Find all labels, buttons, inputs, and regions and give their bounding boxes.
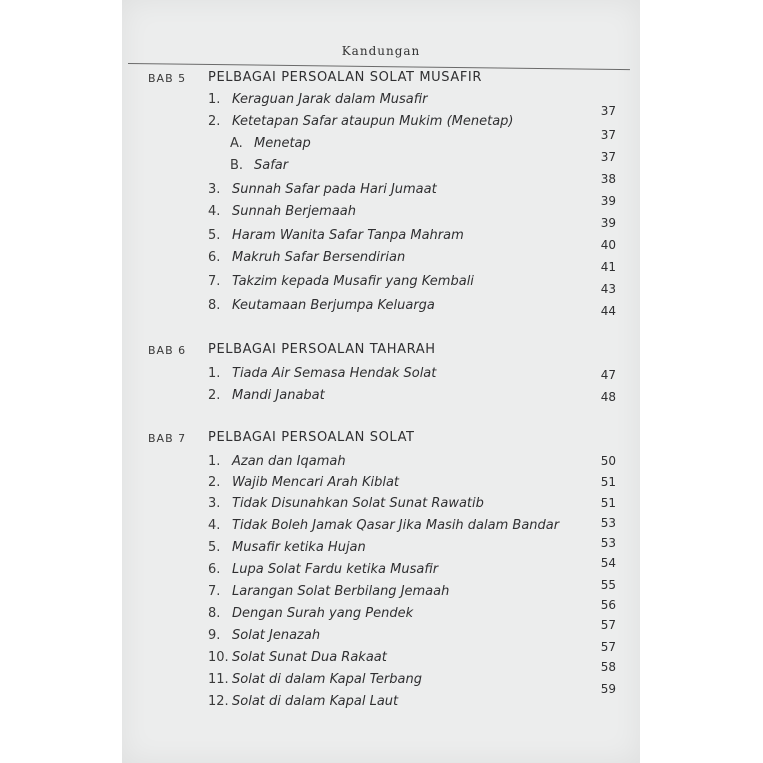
entry-number: 11. bbox=[208, 672, 229, 687]
toc-entry[interactable] bbox=[122, 598, 640, 626]
entry-page: 55 bbox=[600, 578, 616, 592]
entry-title: Sunnah Berjemaah bbox=[232, 204, 357, 219]
toc-entry[interactable] bbox=[122, 618, 640, 648]
entry-page: 40 bbox=[600, 238, 616, 252]
toc-entry[interactable] bbox=[122, 518, 640, 538]
entry-page: 53 bbox=[600, 536, 616, 550]
chapter-title: PELBAGAI PERSOALAN SOLAT bbox=[208, 430, 415, 445]
entry-title: Ketetapan Safar ataupun Mukim (Menetap) bbox=[232, 114, 514, 129]
entry-title: Solat di dalam Kapal Laut bbox=[232, 694, 399, 709]
chapter-bab-7 bbox=[122, 430, 640, 709]
toc-entry[interactable] bbox=[122, 640, 640, 670]
book-page bbox=[122, 0, 640, 763]
toc-entry[interactable] bbox=[122, 496, 640, 516]
toc-subentry[interactable] bbox=[122, 158, 640, 186]
toc-entry[interactable] bbox=[122, 660, 640, 692]
entry-title: Makruh Safar Bersendirian bbox=[232, 250, 406, 265]
toc-entry[interactable] bbox=[122, 298, 640, 318]
page-header: Kandungan bbox=[341, 44, 421, 58]
chapter-bab-6 bbox=[122, 342, 640, 404]
entry-page: 48 bbox=[600, 390, 616, 404]
entry-title: Tidak Disunahkan Solat Sunat Rawatib bbox=[232, 496, 484, 511]
entry-title: Keraguan Jarak dalam Musafir bbox=[232, 92, 428, 107]
entry-number: 7. bbox=[208, 584, 221, 599]
entry-page: 51 bbox=[600, 496, 616, 510]
entry-number: 4. bbox=[208, 518, 221, 533]
toc-subentry[interactable] bbox=[122, 136, 640, 164]
chapter-label: BAB 5 bbox=[148, 72, 187, 85]
entry-page: 53 bbox=[600, 516, 616, 530]
entry-number: 1. bbox=[208, 366, 221, 381]
toc-entry[interactable] bbox=[122, 204, 640, 230]
entry-title: Wajib Mencari Arah Kiblat bbox=[232, 475, 400, 490]
toc-entry[interactable] bbox=[122, 556, 640, 582]
entry-number: 6. bbox=[208, 250, 221, 265]
toc-entry[interactable] bbox=[122, 274, 640, 294]
entry-number: 6. bbox=[208, 562, 221, 577]
entry-page: 39 bbox=[600, 216, 616, 230]
entry-title: Lupa Solat Fardu ketika Musafir bbox=[232, 562, 439, 577]
entry-page: 50 bbox=[600, 454, 616, 468]
entry-title: Tiada Air Semasa Hendak Solat bbox=[232, 366, 437, 381]
entry-page: 38 bbox=[600, 172, 616, 186]
entry-title: Sunnah Safar pada Hari Jumaat bbox=[232, 182, 437, 197]
entry-page: 43 bbox=[600, 282, 616, 296]
entry-page: 57 bbox=[600, 640, 616, 654]
entry-page: 44 bbox=[600, 304, 616, 318]
toc-entry[interactable] bbox=[122, 92, 640, 118]
toc-entry[interactable] bbox=[122, 536, 640, 560]
entry-number: 4. bbox=[208, 204, 221, 219]
entry-title: Keutamaan Berjumpa Keluarga bbox=[232, 298, 435, 313]
chapter-title: PELBAGAI PERSOALAN TAHARAH bbox=[208, 342, 436, 357]
entry-title: Solat di dalam Kapal Terbang bbox=[232, 672, 422, 687]
entry-page: 57 bbox=[600, 618, 616, 632]
entry-title: Solat Sunat Dua Rakaat bbox=[232, 650, 387, 665]
chapter-title: PELBAGAI PERSOALAN SOLAT MUSAFIR bbox=[208, 70, 482, 85]
toc-entry[interactable] bbox=[122, 388, 640, 408]
entry-page: 37 bbox=[600, 104, 616, 118]
entry-number: 3. bbox=[208, 496, 221, 511]
entry-title: Tidak Boleh Jamak Qasar Jika Masih dalam Bandar bbox=[232, 518, 560, 533]
entry-number: 7. bbox=[208, 274, 221, 289]
entry-page: 37 bbox=[600, 128, 616, 142]
chapter-heading bbox=[122, 342, 640, 362]
chapter-label: BAB 6 bbox=[148, 344, 187, 357]
entry-title: Mandi Janabat bbox=[232, 388, 325, 403]
entry-page: 54 bbox=[600, 556, 616, 570]
entry-title: Musafir ketika Hujan bbox=[232, 540, 366, 555]
toc-entry[interactable] bbox=[122, 114, 640, 142]
entry-page: 58 bbox=[600, 660, 616, 674]
entry-number: 5. bbox=[208, 228, 221, 243]
entry-title: Safar bbox=[254, 158, 289, 173]
entry-page: 56 bbox=[600, 598, 616, 612]
entry-title: Dengan Surah yang Pendek bbox=[232, 606, 414, 621]
toc-entry[interactable] bbox=[122, 682, 640, 714]
entry-title: Menetap bbox=[254, 136, 311, 151]
toc-entry[interactable] bbox=[122, 366, 640, 386]
entry-title: Larangan Solat Berbilang Jemaah bbox=[232, 584, 450, 599]
entry-number: 1. bbox=[208, 92, 221, 107]
entry-number: B. bbox=[230, 158, 244, 173]
chapter-heading bbox=[122, 430, 640, 450]
entry-number: 2. bbox=[208, 388, 221, 403]
entry-page: 41 bbox=[600, 260, 616, 274]
entry-number: 3. bbox=[208, 182, 221, 197]
entry-page: 51 bbox=[600, 475, 616, 489]
entry-title: Azan dan Iqamah bbox=[232, 454, 346, 469]
entry-number: 5. bbox=[208, 540, 221, 555]
toc-entry[interactable] bbox=[122, 475, 640, 495]
toc-entry[interactable] bbox=[122, 454, 640, 474]
chapter-label: BAB 7 bbox=[148, 432, 187, 445]
entry-number: A. bbox=[230, 136, 243, 151]
chapter-bab-5 bbox=[122, 70, 640, 318]
entry-number: 2. bbox=[208, 114, 221, 129]
toc-entry[interactable] bbox=[122, 578, 640, 604]
entry-title: Takzim kepada Musafir yang Kembali bbox=[232, 274, 474, 289]
toc-entry[interactable] bbox=[122, 228, 640, 252]
entry-page: 39 bbox=[600, 194, 616, 208]
entry-number: 8. bbox=[208, 298, 221, 313]
entry-number: 2. bbox=[208, 475, 221, 490]
entry-page: 59 bbox=[600, 682, 616, 696]
entry-number: 1. bbox=[208, 454, 221, 469]
entry-page: 47 bbox=[600, 368, 616, 382]
entry-title: Haram Wanita Safar Tanpa Mahram bbox=[232, 228, 464, 243]
entry-number: 8. bbox=[208, 606, 221, 621]
entry-number: 12. bbox=[208, 694, 229, 709]
toc-entry[interactable] bbox=[122, 250, 640, 274]
entry-page: 37 bbox=[600, 150, 616, 164]
entry-title: Solat Jenazah bbox=[232, 628, 321, 643]
entry-number: 9. bbox=[208, 628, 221, 643]
entry-number: 10. bbox=[208, 650, 229, 665]
toc-entry[interactable] bbox=[122, 182, 640, 208]
chapter-heading bbox=[122, 70, 640, 90]
